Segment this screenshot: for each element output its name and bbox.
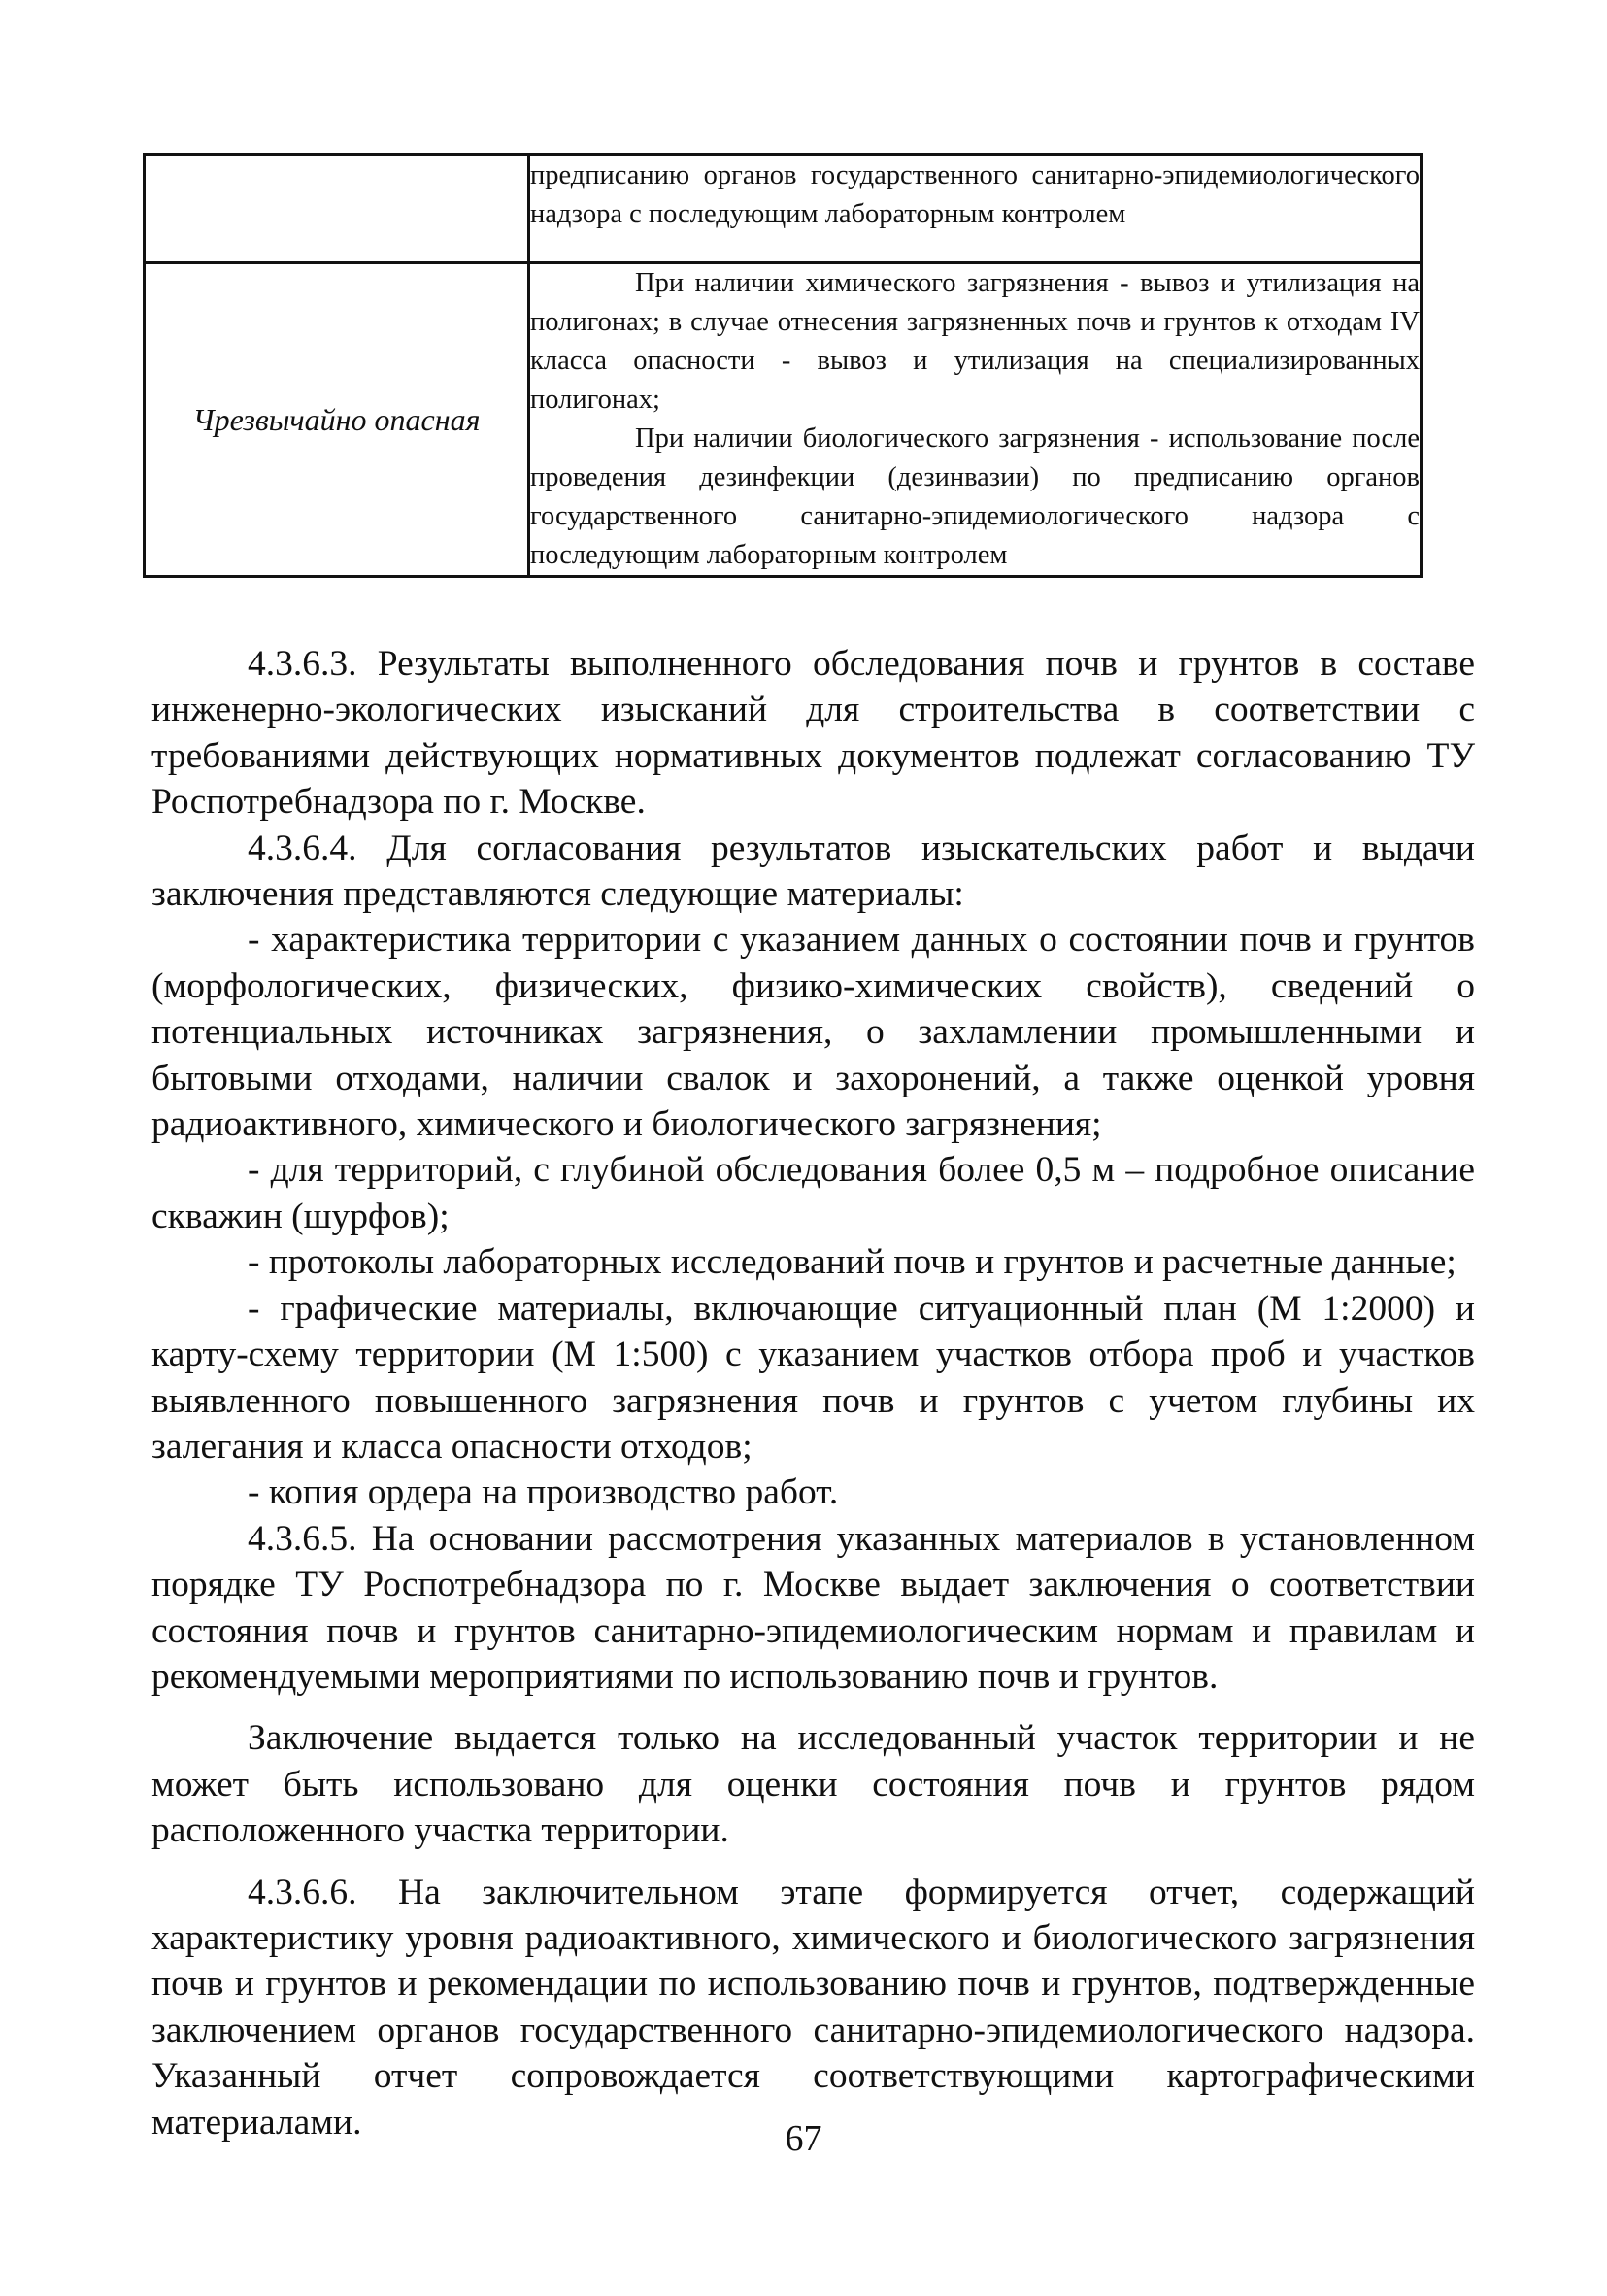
measures-cell xyxy=(529,263,1422,577)
list-item: - характеристика территории с указанием данных о состоянии почв и грунтов (морфологических, физических, физико-химических свойств), сведений о потенциальных источниках загрязнения, о захламлении промышленными и бытовыми отходами, наличии свалок и захоронений, а также оценкой уровня радиоактивного, химического и биологического загрязнения; xyxy=(151,920,1475,1145)
list-item: - копия ордера на производство работ. xyxy=(248,1472,839,1513)
page-number: 67 xyxy=(785,2118,822,2159)
category-cell xyxy=(145,155,529,263)
list-item: - графические материалы, включающие ситуационный план (М 1:2000) и карту-схему территории (М 1:500) с указанием участков отбора проб и участков выявленного повышенного загрязнения почв и грунтов с учетом глубины их залегания и класса опасности отходов; xyxy=(151,1288,1475,1467)
table-row xyxy=(145,155,1422,263)
paragraph-4-3-6-5: 4.3.6.5. На основании рассмотрения указанных материалов в установленном порядке ТУ Роспотребнадзора по г. Москве выдает заключения о соответствии состояния почв и грунтов санитарно-эпидемиологическим нормам и правилам и рекомендуемыми мероприятиями по использованию почв и грунтов. xyxy=(151,1518,1475,1697)
document-body xyxy=(151,641,1475,2145)
measures-cell xyxy=(529,155,1422,263)
list-item: - для территорий, с глубиной обследования более 0,5 м – подробное описание скважин (шурфов); xyxy=(151,1150,1475,1236)
measures-paragraph: При наличии биологического загрязнения - использование после проведения дезинфекции (дезинвазии) по предписанию органов государственного санитарно-эпидемиологического надзора с последующим лабораторным контролем xyxy=(530,423,1420,570)
hazard-table xyxy=(143,153,1423,578)
paragraph-4-3-6-6: 4.3.6.6. На заключительном этапе формируется отчет, содержащий характеристику уровня радиоактивного, химического и биологического загрязнения почв и грунтов и рекомендации по использованию почв и грунтов, подтвержденные заключением органов государственного санитарно-эпидемиологического надзора. Указанный отчет сопровождается соответствующими картографическими материалами. xyxy=(151,1872,1475,2143)
hazard-table-fragment xyxy=(143,153,1423,578)
paragraph-4-3-6-3: 4.3.6.3. Результаты выполненного обследования почв и грунтов в составе инженерно-экологических изысканий для строительства в соответствии с требованиями действующих нормативных документов подлежат согласованию ТУ Роспотребнадзора по г. Москве. xyxy=(151,644,1475,823)
measures-paragraph: предписанию органов государственного санитарно-эпидемиологического надзора с последующим лабораторным контролем xyxy=(530,160,1420,229)
list-item: - протоколы лабораторных исследований почв и грунтов и расчетные данные; xyxy=(248,1242,1456,1283)
measures-paragraph: При наличии химического загрязнения - вывоз и утилизация на полигонах; в случае отнесения загрязненных почв и грунтов к отходам IV класса опасности - вывоз и утилизация на специализированных полигонах; xyxy=(530,268,1420,415)
paragraph-conclusion: Заключение выдается только на исследованный участок территории и не может быть использовано для оценки состояния почв и грунтов рядом расположенного участка территории. xyxy=(151,1718,1475,1851)
category-cell: Чрезвычайно опасная xyxy=(145,263,529,577)
paragraph-4-3-6-4: 4.3.6.4. Для согласования результатов изыскательских работ и выдачи заключения представляются следующие материалы: xyxy=(151,827,1475,915)
table-row xyxy=(145,263,1422,577)
